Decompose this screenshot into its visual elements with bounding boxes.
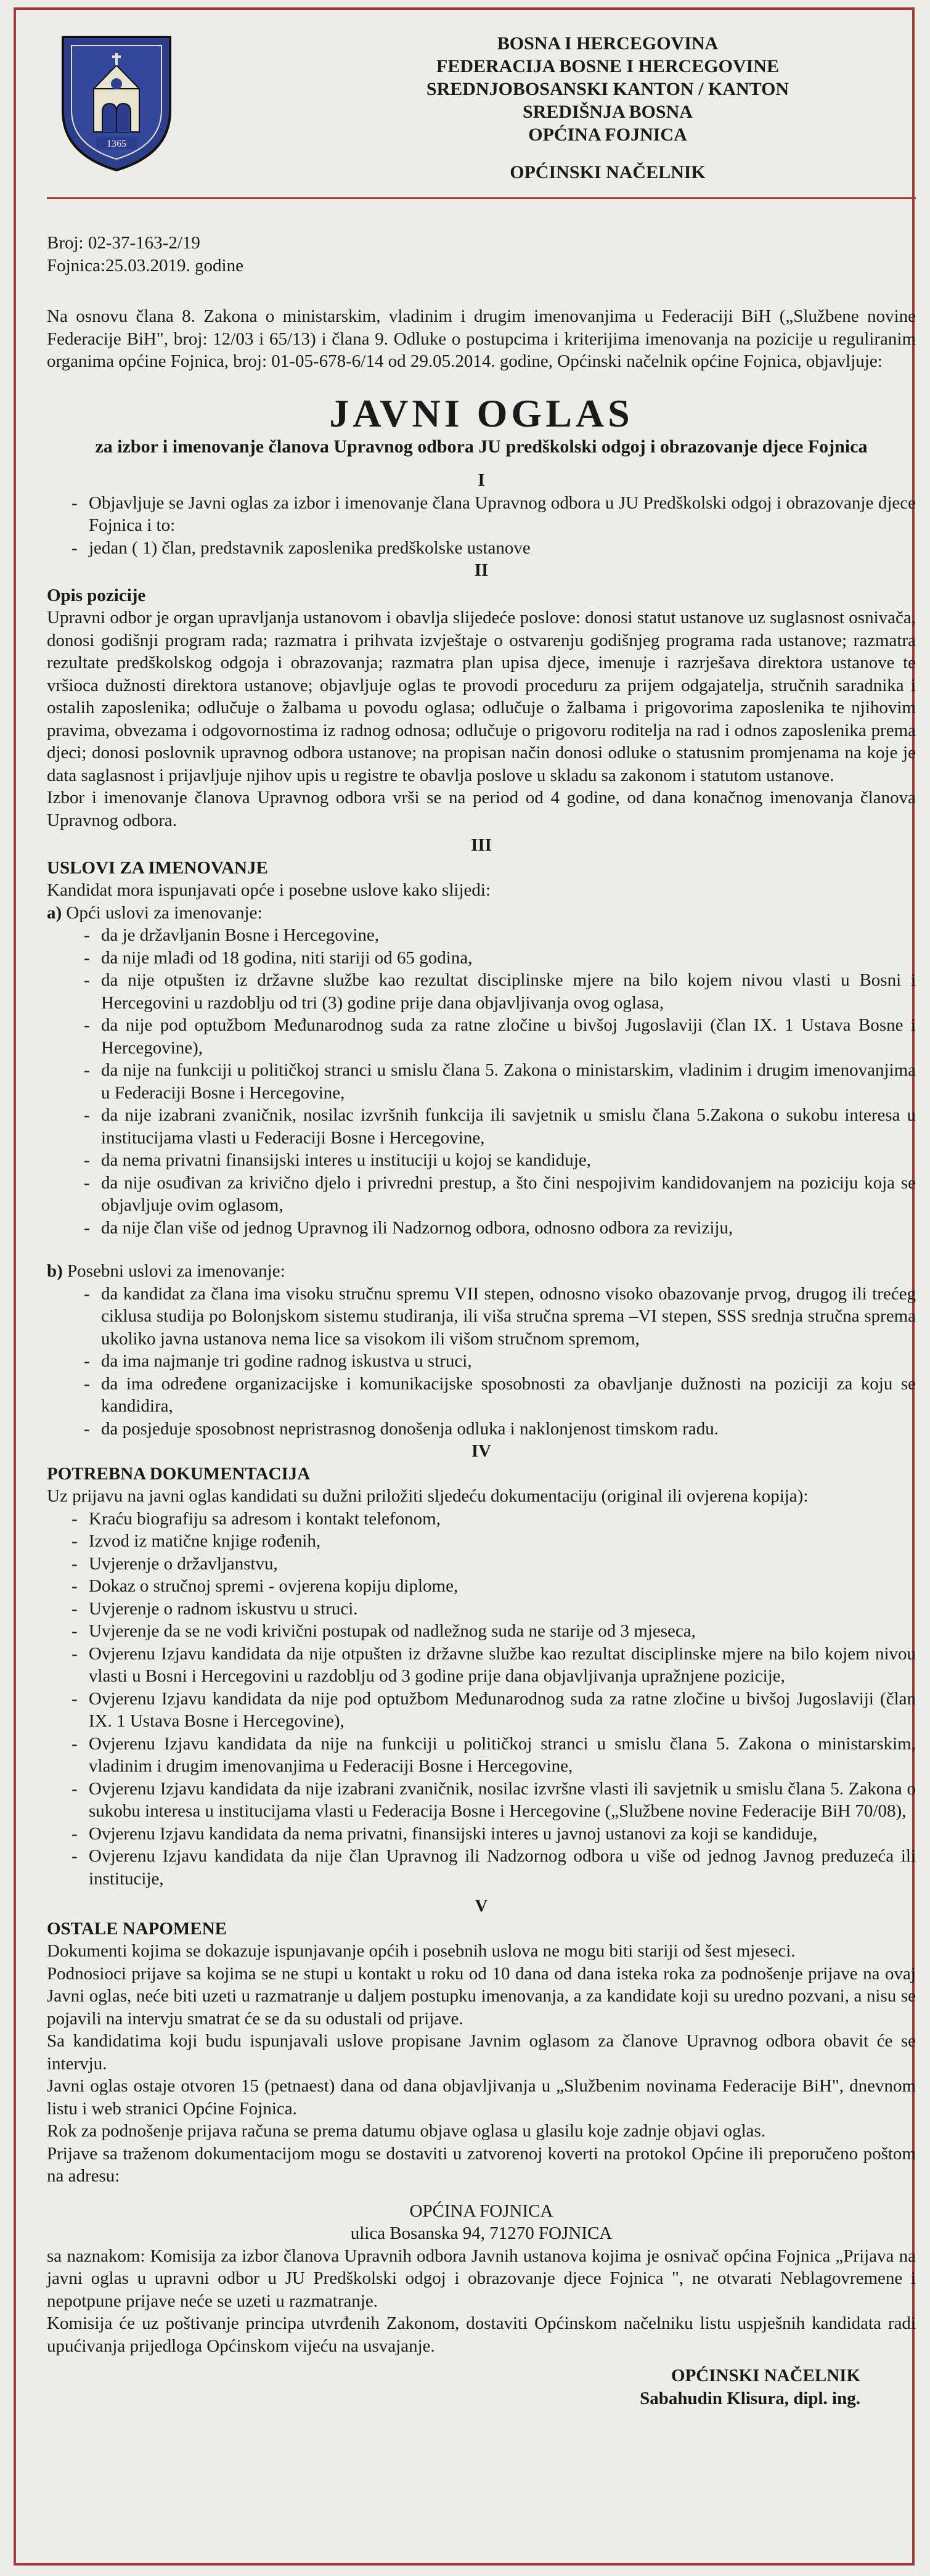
list-item: - Ovjerenu Izjavu kandidata da nije član Upravnog ili Nadzornog odbora u više od jednog Javnog preduzeća ili institucije, [71, 1845, 916, 1890]
address-street: ulica Bosanska 94, 71270 FOJNICA [350, 2223, 613, 2243]
list-item: - da kandidat za člana ima visoku stručnu spremu VII stepen, odnosno visoko obazovanje prvog, drugog ili trećeg ciklusa studija po Bolonjskom sistemu studiranja, ili viša stručna sprema –VI stepen, SSS srednja stručna sprema ukoliko javna ustanova nema lice sa visokom ili višom stručnom spremom, [84, 1283, 916, 1351]
position-description: Upravni odbor je organ upravljanja ustanovom i obavlja slijedeće poslove: donosi statut ustanove uz suglasnost osnivača, donosi godišnji program rada; razmatra i prihvata izvještaje o ostvarenju godišnjeg programa rada ustanove; razmatra rezultate predškolskog odgoja i obrazovanja; razmatra plan upisa djece, imenuje i razrješava direktora ustanove te vršioca dužnosti direktora ustanove; objavljuje oglas te provodi proceduru za prijem odgajatelja, stručnih saradnika i ostalih zaposlenika; odlučuje o žalbama u povodu oglasa; odlučuje o žalbama i prigovorima zaposlenika te njihovim pravima, obvezama i odgovornostima iz radnog odnosa; odlučuje o prigovoru roditelja na rad i odnos zaposlenika prema djeci; donosi poslovnik upravnog odbora ustanove; na propisan način donosi odluke o statusnim promjenama na koje je data saglasnost i prijavljuje njihov upis u registre te obavlja poslove u skladu sa zakonom i statutom ustanove. [47, 608, 916, 785]
notes-paragraph: Prijave sa traženom dokumentacijom mogu se dostaviti u zatvorenoj koverti na protokol Općine ili preporučeno poštom na adresu: [47, 2143, 916, 2186]
list-item: - Kraću biografiju sa adresom i kontakt telefonom, [71, 1508, 916, 1531]
section-number-4: IV [471, 1441, 492, 1461]
section-number-5: V [475, 1896, 488, 1916]
list-item: - Ovjerenu Izjavu kandidata da nije otpušten iz državne službe kao rezultat disciplinske mjere na bilo kojem nivou vlasti u Bosni i Hercegovini u razdoblju od 3 godine prije dana objavljivanja upražnjene pozicije, [71, 1643, 916, 1688]
notes-paragraph: Sa kandidatima koji budu ispunjavali uslove propisane Javnim oglasom za članove Upravnog odbora obavit će se intervju. [47, 2031, 916, 2074]
section-number-1: I [478, 470, 485, 490]
list-item: - Ovjerenu Izjavu kandidata da nije na funkciji u političkoj stranci u smislu člana 5. Zakona o ministarskim, vladinim i drugim imenovanjima u Federaciji Bosne i Hercegovine, [71, 1733, 916, 1778]
list-item: - da posjeduje sposobnost nepristrasnog donošenja odluka i naklonjenost timskom radu. [84, 1418, 916, 1441]
legal-basis-paragraph: Na osnovu člana 8. Zakona o ministarskim, vladinim i drugim imenovanjima u Federaciji BiH („Službene novine Federacije BiH", broj: 12/03 i 65/13) i člana 9. Odluke o postupcima i kriterijima imenovanja na pozicije u reguliranim organima općine Fojnica, broj: 01-05-678-6/14 od 29.05.2014. godine, Općinski načelnik općine Fojnica, objavljuje: [47, 306, 916, 371]
list-item: - da nije izabrani zvaničnik, nosilac izvršnih funkcija ili savjetnik u smislu člana 5.Zakona o sukobu interesa u institucijama vlasti u Federaciji Bosne i Hercegovine, [84, 1104, 916, 1149]
header-country: BOSNA I HERCEGOVINA [497, 33, 719, 54]
header-municipality: OPĆINA FOJNICA [528, 125, 687, 145]
list-item: - Uvjerenje o državljanstvu, [71, 1553, 916, 1576]
notes-paragraph: Dokumenti kojima se dokazuje ispunjavanje općih i posebnih uslova ne mogu biti stariji od šest mjeseci. [47, 1941, 796, 1961]
announcement-title: JAVNI OGLAS [329, 391, 634, 435]
documents-list [47, 1508, 916, 1891]
commission-note: Komisija će uz poštivanje principa utvrđenih Zakonom, dostaviti Općinskom načelniku listu uspješnih kandidata radi upućivanja prijedloga Općinskom vijeću na usvajanje. [47, 2313, 916, 2356]
list-item: - Ovjerenu Izjavu kandidata da nije pod optužbom Međunarodnog suda za ratne zločine u bivšoj Jugoslaviji (član IX. 1 Ustava Bosne i Hercegovine), [71, 1688, 916, 1733]
list-item: - da nema privatni finansijski interes u instituciji u kojoj se kandiduje, [84, 1149, 916, 1172]
municipality-crest-icon [58, 31, 175, 173]
general-conditions-label: a) Opći uslovi za imenovanje: [47, 902, 263, 923]
list-item: - da nije mlađi od 18 godina, niti stariji od 65 godina, [84, 947, 916, 970]
envelope-note: sa naznakom: Komisija za izbor članova Upravnih odbora Javnih ustanova kojima je osnivač općina Fojnica „Prijava na javni oglas u upravni odbor u JU Predškolski odgoj i obrazovanje djece Fojnica ", ne otvarati Neblagovremene i nepotpune prijave neće se uzeti u razmatranje. [47, 2246, 916, 2311]
list-item: - Objavljuje se Javni oglas za izbor i imenovanje člana Upravnog odbora u JU Predškolski odgoj i obrazovanje djece Fojnica i to: [71, 492, 916, 537]
signature-name: Sabahudin Klisura, dipl. ing. [640, 2388, 860, 2408]
mailing-address [47, 2200, 916, 2245]
general-conditions-list [47, 924, 916, 1239]
documents-lead: Uz prijavu na javni oglas kandidati su dužni priložiti sljedeću dokumentaciju (original ili ovjerena kopija): [47, 1486, 809, 1506]
section-heading-conditions: USLOVI ZA IMENOVANJE [47, 857, 268, 878]
place-date: Fojnica:25.03.2019. godine [47, 255, 243, 276]
list-item: - da nije član više od jednog Upravnog ili Nadzornog odbora, odnosno odbora za reviziju, [84, 1217, 916, 1240]
header-federation: FEDERACIJA BOSNE I HERCEGOVINE [436, 56, 779, 76]
document-frame [14, 7, 915, 2566]
conditions-lead: Kandidat mora ispunjavati opće i posebne uslove kako slijedi: [47, 880, 491, 900]
special-conditions-list [47, 1283, 916, 1441]
section-heading-documents: POTREBNA DOKUMENTACIJA [47, 1463, 311, 1484]
list-item: - da nije na funkciji u političkoj stranci u smislu člana 5. Zakona o ministarskim, vladinim i drugim imenovanjima u Federaciji Bosne i Hercegovine, [84, 1059, 916, 1104]
header-divider [47, 197, 916, 199]
list-item: - Izvod iz matične knjige rođenih, [71, 1530, 916, 1553]
announcement-subtitle: za izbor i imenovanje članova Upravnog odbora JU predškolski odgoj i obrazovanje djece Fojnica [95, 436, 868, 457]
address-name: OPĆINA FOJNICA [409, 2201, 553, 2221]
list-item: - Ovjerenu Izjavu kandidata da nije izabrani zvaničnik, nosilac izvršne vlasti ili savjetnik u smislu člana 5. Zakona o sukobu interesa u institucijama vlasti u Federacija Bosne i Hercegovine („Službene novine Federacije BiH 70/08), [71, 1778, 916, 1823]
notes-paragraph: Javni oglas ostaje otvoren 15 (petnaest) dana od dana objavljivanja u „Službenim novinama Federacije BiH", dnevnom listu i web stranici Općine Fojnica. [47, 2076, 916, 2119]
document-meta [47, 232, 916, 277]
section-number-2: II [474, 560, 489, 580]
document-content [47, 10, 916, 2410]
list-item: - da nije pod optužbom Međunarodnog suda za ratne zločine u bivšoj Jugoslaviji (član IX. 1 Ustava Bosne i Hercegovine), [84, 1014, 916, 1059]
header-canton: SREDNJOBOSANSKI KANTON / KANTON SREDIŠNJA BOSNA [426, 79, 789, 122]
list-item: - jedan ( 1) član, predstavnik zaposlenika predškolske ustanove [71, 537, 916, 560]
section-heading-position: Opis pozicije [47, 585, 146, 605]
notes-paragraph: Podnosioci prijave sa kojima se ne stupi u kontakt u roku od 10 dana od dana isteka roka za podnošenje prijave na ovaj Javni oglas, neće biti uzeti u razmatranje u daljem postupku imenovanja, a za kandidate koji su uredno pozvani, a nisu se pojavili na intervju smatrat će se da su odustali od prijave. [47, 1963, 916, 2029]
notes-paragraph: Rok za podnošenje prijava računa se prema datumu objave oglasa u glasilu koje zadnje objavi oglas. [47, 2121, 766, 2141]
list-item: - da ima određene organizacijske i komunikacijske sposobnosti za obavljanje dužnosti na poziciji za koju se kandidira, [84, 1373, 916, 1418]
list-item: - da je državljanin Bosne i Hercegovine, [84, 924, 916, 947]
section-number-3: III [471, 835, 492, 855]
list-item: - Uvjerenje o radnom iskustvu u struci. [71, 1598, 916, 1621]
letterhead [47, 10, 916, 207]
spacer [47, 1239, 916, 1260]
signature-block [47, 2365, 916, 2410]
header-office: OPĆINSKI NAČELNIK [510, 162, 706, 182]
reference-number: Broj: 02-37-163-2/19 [47, 233, 200, 253]
signature-title: OPĆINSKI NAČELNIK [671, 2366, 860, 2386]
svg-text:1365: 1365 [107, 139, 126, 149]
section-1-list [47, 492, 916, 560]
special-conditions-label: b) Posebni uslovi za imenovanje: [47, 1261, 285, 1281]
letterhead-text [392, 32, 823, 184]
list-item: - Dokaz o stručnoj spremi - ovjerena kopiju diplome, [71, 1575, 916, 1598]
list-item: - Uvjerenje da se ne vodi krivični postupak od nadležnog suda ne starije od 3 mjeseca, [71, 1620, 916, 1643]
list-item: - da nije otpušten iz državne službe kao rezultat disciplinske mjere na bilo kojem nivou vlasti u Bosni i Hercegovini u razdoblju od tri (3) godine prije dana objavljivanja ovog oglasa, [84, 969, 916, 1014]
section-heading-notes: OSTALE NAPOMENE [47, 1918, 227, 1939]
list-item: - Ovjerenu Izjavu kandidata da nema privatni, finansijski interes u javnoj ustanovi za koji se kandiduje, [71, 1823, 916, 1846]
list-item: - da ima najmanje tri godine radnog iskustva u struci, [84, 1350, 916, 1373]
list-item: - da nije osuđivan za krivično djelo i privredni prestup, a što čini nespojivim kandidovanjem na poziciju koja se objavljuje ovim oglasom, [84, 1172, 916, 1217]
term-paragraph: Izbor i imenovanje članova Upravnog odbora vrši se na period od 4 godine, od dana konačnog imenovanja članova Upravnog odbora. [47, 788, 916, 830]
